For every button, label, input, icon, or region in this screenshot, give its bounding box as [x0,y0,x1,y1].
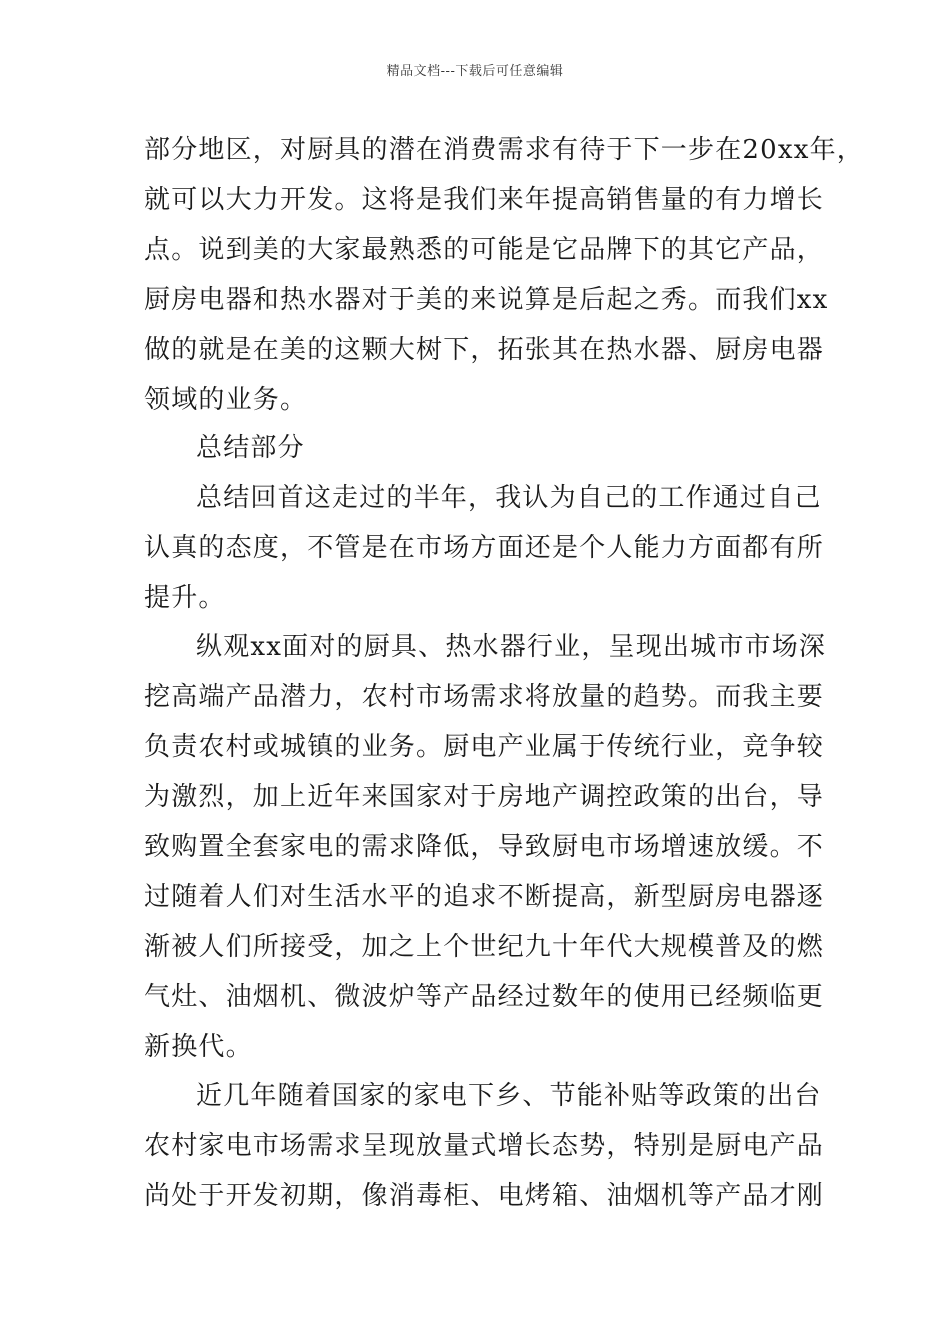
body-line: 为激烈，加上近年来国家对于房地产调控政策的出台，导 [144,782,825,812]
body-line: 气灶、油烟机、微波炉等产品经过数年的使用已经频临更 [144,982,825,1012]
body-line: 总结回首这走过的半年，我认为自己的工作通过自己 [196,483,822,513]
body-line: 部分地区，对厨具的潜在消费需求有待于下一步在20xx年， [144,135,865,165]
body-line: 做的就是在美的这颗大树下，拓张其在热水器、厨房电器 [144,335,825,365]
page-header: 精品文档---下载后可任意编辑 [386,64,564,79]
body-line: 认真的态度，不管是在市场方面还是个人能力方面都有所 [144,533,825,563]
body-line: 厨房电器和热水器对于美的来说算是后起之秀。而我们xx [144,285,829,315]
body-line: 近几年随着国家的家电下乡、节能补贴等政策的出台 [196,1081,822,1111]
section-heading: 总结部分 [196,433,305,463]
body-line: 就可以大力开发。这将是我们来年提高销售量的有力增长 [144,185,825,215]
body-line: 过随着人们对生活水平的追求不断提高，新型厨房电器逐 [144,882,825,912]
body-line: 提升。 [144,583,226,613]
body-line: 渐被人们所接受，加之上个世纪九十年代大规模普及的燃 [144,932,825,962]
body-line: 尚处于开发初期，像消毒柜、电烤箱、油烟机等产品才刚 [144,1181,825,1211]
body-line: 领域的业务。 [144,385,308,415]
body-line: 农村家电市场需求呈现放量式增长态势，特别是厨电产品 [144,1131,825,1161]
body-line: 点。说到美的大家最熟悉的可能是它品牌下的其它产品， [144,235,825,265]
body-line: 负责农村或城镇的业务。厨电产业属于传统行业，竞争较 [144,732,825,762]
body-line: 纵观xx面对的厨具、热水器行业，呈现出城市市场深 [196,632,827,662]
body-line: 挖高端产品潜力，农村市场需求将放量的趋势。而我主要 [144,682,825,712]
body-line: 新换代。 [144,1032,253,1062]
body-line: 致购置全套家电的需求降低，导致厨电市场增速放缓。不 [144,832,825,862]
